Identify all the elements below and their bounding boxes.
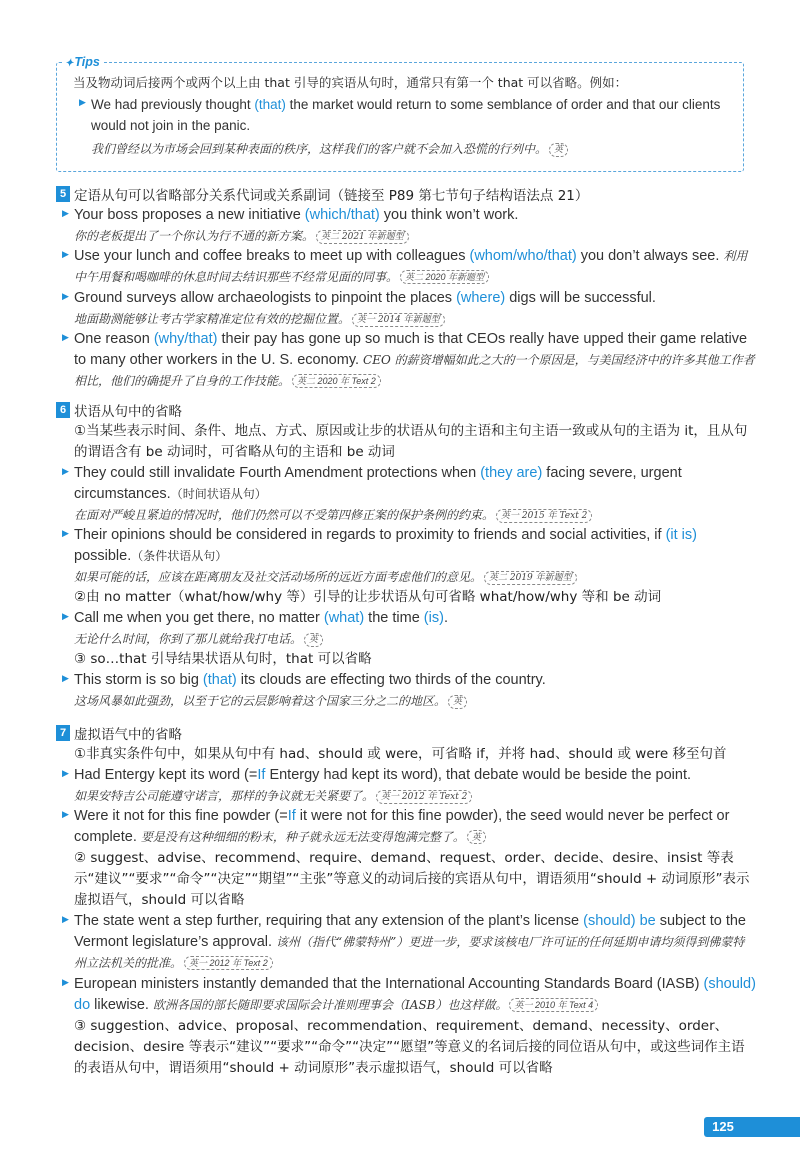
source-badge: 英 [549,143,568,157]
source-badge: 英一 2012 年 Text 2 [184,956,273,970]
triangle-bullet-icon: ▶ [62,769,69,779]
source-badge: 英一 2015 年 Text 2 [496,509,592,523]
example-item: ▶ Use your lunch and coffee breaks to meet up with colleagues (whom/who/that) you don’t always see. 利用中午用餐和喝咖啡的休息时间去结识那些不经常见面的同事。 英二 2020 年新题型 [62,248,748,284]
rule-text: ②由 no matter（what/how/why 等）引导的让步状语从句可省略 what/how/why 等和 be 动词 [74,589,662,605]
tips-rule: 当及物动词后接两个或两个以上由 that 引导的宾语从句时，通常只有第一个 that 可以省略。例如： [73,75,628,90]
tips-box [56,55,744,172]
tips-example [73,94,731,159]
example-item: ▶ Were it not for this fine powder (=If it were not for this fine powder), the seed would never be perfect or complete. 要是没有这种细细的粉末，种子就永远无法变得饱满完整了。 英 [62,808,730,845]
section-7 [56,722,756,1079]
example-en: We had previously thought (that) the market would return to some semblance of order and that our clients would not join in the panic. [91,97,721,133]
example-item: ▶ Had Entergy kept its word (=If Entergy had kept its word), that debate would be beside the point. 如果安特吉公司能遵守诺言，那样的争议就无关紧要了。 英一 2012 年 Text 2 [62,767,692,803]
section-number: 6 [56,402,70,418]
section-title: 定语从句可以省略部分关系代词或关系副词（链接至 P89 第七节句子结构语法点 21） [74,188,589,204]
triangle-bullet-icon: ▶ [62,333,69,343]
page-number: 125 [704,1117,742,1137]
source-badge: 英一 2012 年 Text 2 [376,790,472,804]
page-number-bar [742,1117,800,1137]
source-badge: 英 [467,830,486,844]
section-number: 5 [56,186,70,202]
source-badge: 英二 2021 年新题型 [316,230,409,244]
triangle-bullet-icon: ▶ [62,292,69,302]
source-badge: 英 [448,695,467,709]
example-item: ▶ One reason (why/that) their pay has gone up so much is that CEOs really have upped their game relative to many other workers in the U. S. economy. CEO 的薪资增幅如此之大的一个原因是，与美国经济中的许多其他工作者相比，他们的确提升了自身的工作技能。 英二 2020 年 Text 2 [62,331,755,388]
example-item: ▶ They could still invalidate Fourth Amendment protections when (they are) facing severe, urgent circumstances.（时间状语从句） 在面对严峻且紧迫的情况时，他们仍然可以不受第四修正案的保护条例的约束。 英一 2015 年 Text 2 [62,465,682,522]
triangle-bullet-icon: ▶ [62,674,69,684]
rule-text: ③ so…that 引导结果状语从句时，that 可以省略 [74,651,372,667]
source-badge: 英一 2014 年新题型 [352,313,445,327]
triangle-bullet-icon: ▶ [62,209,69,219]
triangle-bullet-icon: ▶ [79,98,86,108]
example-zh: 我们曾经以为市场会回到某种表面的秩序，这样我们的客户就不会加入恐慌的行列中。 英 [91,139,731,159]
rule-text: ①当某些表示时间、条件、地点、方式、原因或让步的状语从句的主语和主句主语一致或从句的主语为 it，且从句的谓语含有 be 动词时，可省略从句的主语和 be 动词 [74,423,748,460]
example-item: ▶ Call me when you get there, no matter (what) the time (is). 无论什么时间，你到了那儿就给我打电话。 英 [62,610,448,646]
example-item: ▶ Ground surveys allow archaeologists to pinpoint the places (where) digs will be successful. 地面勘测能够让考古学家精准定位有效的挖掘位置。 英一 2014 年新题型 [62,290,656,326]
rule-text: ② suggest、advise、recommend、require、demand、request、order、decide、desire、insist 等表示“建议”“要求”“命令”“决定”“期望”“主张”等意义的动词后接的宾语从句中，谓语须用“should + 动词原形”表示虚拟语气，should 可以省略 [74,850,750,908]
source-badge: 英二 2019 年新题型 [484,571,577,585]
example-item: ▶ Their opinions should be considered in regards to proximity to friends and social activities, if (it is) possible.（条件状语从句） 如果可能的话，应该在距离朋友及社交活动场所的远近方面考虑他们的意见。 英二 2019 年新题型 [62,527,697,584]
example-item: ▶ Your boss proposes a new initiative (which/that) you think won’t work. 你的老板提出了一个你认为行不通的新方案。 英二 2021 年新题型 [62,207,519,243]
triangle-bullet-icon: ▶ [62,529,69,539]
triangle-bullet-icon: ▶ [62,915,69,925]
source-badge: 英二 2020 年新题型 [400,270,489,284]
triangle-bullet-icon: ▶ [62,978,69,988]
triangle-bullet-icon: ▶ [62,250,69,260]
section-6 [56,399,756,711]
triangle-bullet-icon: ▶ [62,810,69,820]
triangle-bullet-icon: ▶ [62,612,69,622]
source-badge: 英一 2010 年 Text 4 [509,998,598,1012]
triangle-bullet-icon: ▶ [62,467,69,477]
section-title: 状语从句中的省略 [74,404,182,420]
section-number: 7 [56,725,70,741]
source-badge: 英 [304,633,323,647]
rule-text: ③ suggestion、advice、proposal、recommendation、requirement、demand、necessity、order、decision、desire 等表示“建议”“要求”“命令”“决定”“愿望”等意义的名词后接的同位语从句中，或这些词作主语的表语从句中，谓语须用“should + 动词原形”表示虚拟语气，should 可以省略 [74,1018,745,1076]
sparkle-icon: ✦ [65,58,74,69]
source-badge: 英二 2020 年 Text 2 [292,374,381,388]
example-item: ▶ European ministers instantly demanded that the International Accounting Standards Board (IASB) (should) do likewise. 欧洲各国的部长随即要求国际会计准则理事会（IASB）也这样做。 英一 2010 年 Text 4 [62,976,756,1013]
section-title: 虚拟语气中的省略 [74,727,182,743]
section-5 [56,183,756,392]
rule-text: ①非真实条件句中，如果从句中有 had、should 或 were，可省略 if，并将 had、should 或 were 移至句首 [74,746,727,762]
tips-label: ✦Tips [63,55,104,69]
example-item: ▶ This storm is so big (that) its clouds are effecting two thirds of the country. 这场风暴如此强劲，以至于它的云层影响着这个国家三分之二的地区。 英 [62,672,546,708]
example-item: ▶ The state went a step further, requiring that any extension of the plant’s license (should) be subject to the Vermont legislature’s approval. 该州（指代“佛蒙特州”）更进一步，要求该核电厂许可证的任何延期申请均须得到佛蒙特州立法机关的批准。 英一 2012 年 Text 2 [62,913,746,970]
